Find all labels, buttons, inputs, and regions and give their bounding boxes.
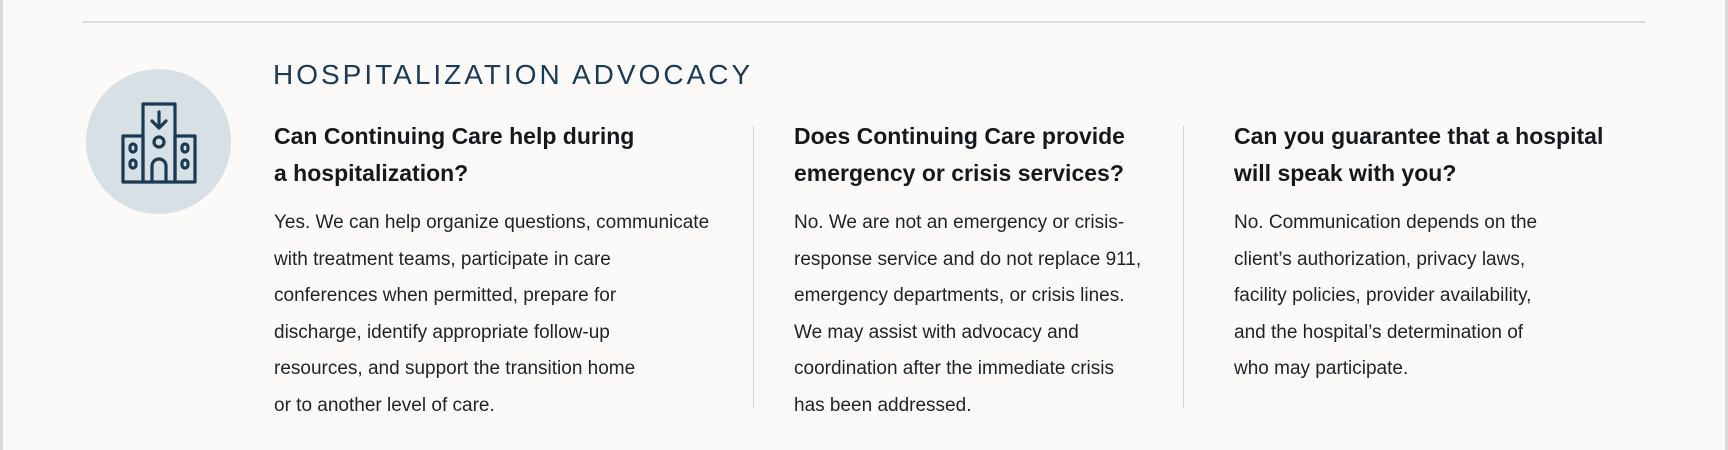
faq-question [794,118,1184,192]
answer-line: client’s authorization, privacy laws, [1234,248,1526,270]
answer-line: who may participate. [1234,358,1409,379]
answer-line: or to another level of care. [274,394,495,416]
answer-line: Yes. We can help organize questions, communicate [274,212,710,233]
answer-line: with treatment teams, participate in care [274,248,611,270]
section-title: HOSPITALIZATION ADVOCACY [273,59,754,90]
answer-line: response service and do not replace 911, [794,248,1142,270]
faq-answer [794,205,1184,424]
answer-line: We may assist with advocacy and [794,321,1079,343]
question-line: will speak with you? [1234,160,1457,186]
answer-line: and the hospital’s determination of [1234,321,1524,343]
answer-line: has been addressed. [794,394,972,416]
question-line: a hospitalization? [274,160,469,186]
question-line: Does Continuing Care provide [794,123,1125,149]
answer-line: coordination after the immediate crisis [794,358,1114,379]
question-line: emergency or crisis services? [794,160,1124,186]
faq-answer [274,205,734,424]
column-divider [1183,126,1184,408]
answer-line: No. Communication depends on the [1234,212,1538,233]
answer-line: facility policies, provider availability, [1234,285,1532,306]
faq-item [794,118,1184,424]
answer-line: resources, and support the transition home [274,358,636,379]
answer-line: No. We are not an emergency or crisis- [794,212,1125,233]
answer-line: conferences when permitted, prepare for [274,285,617,306]
answer-line: emergency departments, or crisis lines. [794,285,1125,306]
hospital-icon [115,98,203,186]
faq-question [1234,118,1634,192]
answer-line: discharge, identify appropriate follow-up [274,321,610,343]
question-line: Can you guarantee that a hospital [1234,123,1604,149]
faq-item [274,118,734,424]
question-line: Can Continuing Care help during [274,123,635,149]
faq-question [274,118,734,192]
faq-item [1234,118,1634,388]
column-divider [753,126,754,408]
top-divider [82,21,1645,23]
faq-answer [1234,205,1634,388]
hospital-icon-badge [86,69,231,214]
